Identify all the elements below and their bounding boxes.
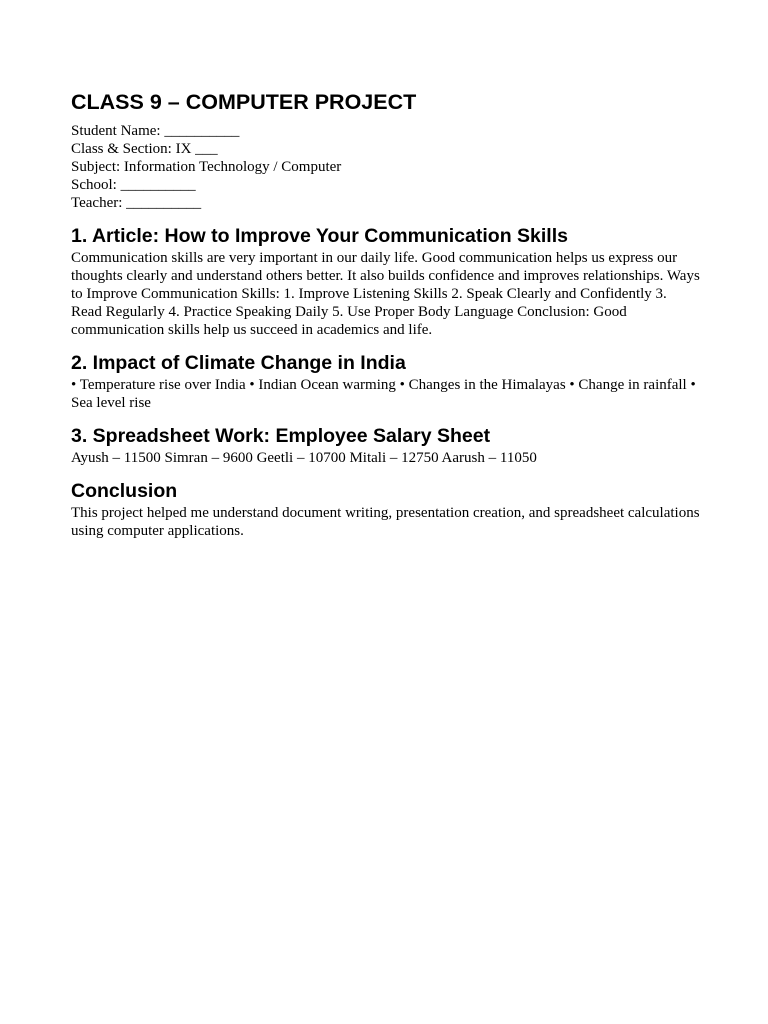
- teacher-line: Teacher: __________: [71, 195, 202, 211]
- section-heading: 2. Impact of Climate Change in India: [71, 352, 406, 374]
- section-communication-article: [71, 223, 701, 339]
- school-line: School: __________: [71, 177, 196, 193]
- section-body: Communication skills are very important in our daily life. Good communication helps us express our thoughts clearly and understand others better. It also builds confidence and improves relationships. Ways to Improve Communication Skills: 1. Improve Listening Skills 2. Speak Clearly and Confidently 3. Read Regularly 4. Practice Speaking Daily 5. Use Proper Body Language Conclusion: Good communication skills help us succeed in academics and life.: [71, 250, 700, 338]
- section-body: Ayush – 11500 Simran – 9600 Geetli – 10700 Mitali – 12750 Aarush – 11050: [71, 450, 537, 466]
- document-title: CLASS 9 – COMPUTER PROJECT: [71, 90, 417, 114]
- document-page: [71, 88, 701, 540]
- section-heading: 3. Spreadsheet Work: Employee Salary Sheet: [71, 425, 491, 447]
- section-conclusion: [71, 478, 701, 540]
- section-spreadsheet-work: [71, 423, 701, 467]
- student-info-block: [71, 122, 701, 212]
- section-heading: Conclusion: [71, 480, 178, 502]
- section-body: This project helped me understand document writing, presentation creation, and spreadsheet calculations using computer applications.: [71, 505, 700, 539]
- section-body: • Temperature rise over India • Indian Ocean warming • Changes in the Himalayas • Change in rainfall • Sea level rise: [71, 377, 696, 411]
- class-section-line: Class & Section: IX ___: [71, 141, 218, 157]
- subject-line: Subject: Information Technology / Computer: [71, 159, 342, 175]
- section-climate-change: [71, 350, 701, 412]
- section-heading: 1. Article: How to Improve Your Communication Skills: [71, 225, 568, 247]
- student-name-line: Student Name: __________: [71, 123, 240, 139]
